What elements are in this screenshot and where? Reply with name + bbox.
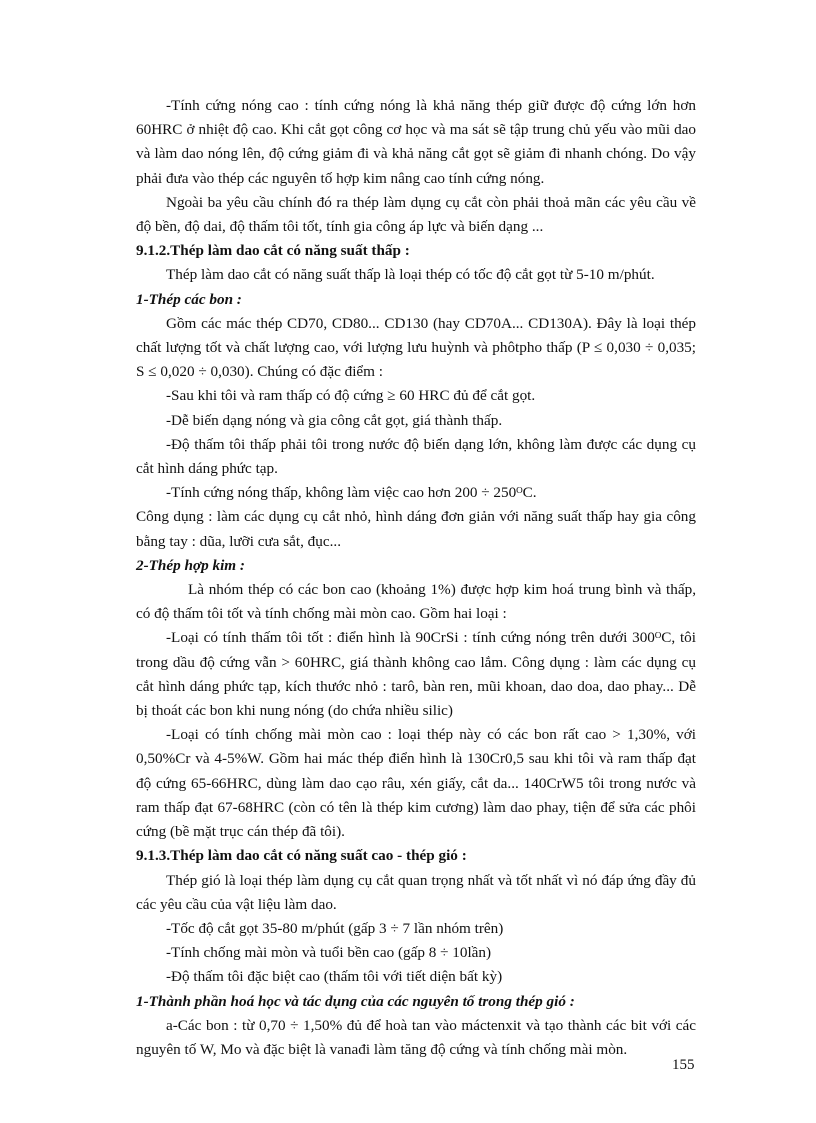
page-body (136, 94, 696, 1062)
section-heading-9-1-3: 9.1.3.Thép làm dao cắt có năng suất cao - thép gió : (136, 847, 467, 865)
subheading-carbon-steel: 1-Thép các bon : (136, 290, 242, 308)
paragraph-wear-resistant-type: -Loại có tính chống mài mòn cao : loại thép này có các bon rất cao > 1,30%, với 0,50%Cr và 4-5%W. Gồm hai mác thép điển hình là 130Cr0,5 sau khi tôi và ram thấp đạt độ cứng 65-66HRC, dùng làm dao cạo râu, xén giấy, cắt da... 140CrW5 tôi trong nước và ram thấp đạt 67-68HRC (còn có tên là thép kim cương) làm dao phay, tiện để sửa các phôi cứng (bề mặt trục cán thép đã tôi). (136, 726, 696, 841)
paragraph-good-hardenability-type: -Loại có tính thấm tôi tốt : điển hình là 90CrSi : tính cứng nóng trên dưới 300ᴼC, tôi trong dầu độ cứng vẫn > 60HRC, giá thành không cao lắm. Công dụng : làm các dụng cụ cắt hình dáng phức tạp, kích thước nhỏ : tarô, bàn ren, mũi khoan, dao doa, dao phay... Dễ bị thoát các bon khi nung nóng (do chứa nhiều silic) (136, 629, 696, 720)
paragraph-low-productivity-intro: Thép làm dao cắt có năng suất thấp là loại thép có tốc độ cắt gọt từ 5-10 m/phút. (166, 266, 655, 284)
list-item-cutting-speed: -Tốc độ cắt gọt 35-80 m/phút (gấp 3 ÷ 7 lần nhóm trên) (166, 919, 504, 937)
list-item-hardenability: -Độ thấm tôi thấp phải tôi trong nước độ biến dạng lớn, không làm được các dụng cụ cắt hình dáng phức tạp. (136, 435, 696, 478)
paragraph-high-speed-steel-intro: Thép gió là loại thép làm dụng cụ cắt quan trọng nhất và tốt nhất vì nó đáp ứng đầy đủ các yêu cầu của vật liệu làm dao. (136, 871, 696, 913)
list-item-wear-resistance: -Tính chống mài mòn và tuổi bền cao (gấp 8 ÷ 10lần) (166, 944, 492, 962)
paragraph-carbon-steel-uses: Công dụng : làm các dụng cụ cắt nhỏ, hình dáng đơn giản với năng suất thấp hay gia công bằng tay : dũa, lưỡi cưa sắt, đục... (136, 508, 696, 550)
paragraph-other-requirements: Ngoài ba yêu cầu chính đó ra thép làm dụng cụ cắt còn phải thoả mãn các yêu cầu về độ bền, độ dai, độ thấm tôi tốt, tính gia công áp lực và biến dạng ... (136, 193, 696, 236)
list-item-hot-hardness-low: -Tính cứng nóng thấp, không làm việc cao hơn 200 ÷ 250ᴼC. (166, 484, 537, 502)
subheading-alloy-steel: 2-Thép hợp kim : (136, 556, 245, 574)
page-number: 155 (672, 1057, 695, 1073)
section-heading-9-1-2: 9.1.2.Thép làm dao cắt có năng suất thấp : (136, 242, 410, 260)
list-item-hardness: -Sau khi tôi và ram thấp có độ cứng ≥ 60 HRC đủ để cắt gọt. (166, 387, 536, 405)
paragraph-carbon-content: a-Các bon : từ 0,70 ÷ 1,50% đủ để hoà tan vào máctenxit và tạo thành các bit với các nguyên tố W, Mo và đặc biệt là vanađi làm tăng độ cứng và tính chống mài mòn. (136, 1016, 696, 1058)
paragraph-carbon-steel-grades: Gồm các mác thép CD70, CD80... CD130 (hay CD70A... CD130A). Đây là loại thép chất lượng tốt và chất lượng cao, với lượng lưu huỳnh và phôtpho thấp (P ≤ 0,030 ÷ 0,035; S ≤ 0,020 ÷ 0,030). Chúng có đặc điểm : (136, 314, 696, 381)
paragraph-alloy-steel-intro: Là nhóm thép có các bon cao (khoảng 1%) được hợp kim hoá trung bình và thấp, có độ thấm tôi tốt và tính chống mài mòn cao. Gồm hai loại : (136, 581, 696, 623)
subheading-chemical-composition: 1-Thành phần hoá học và tác dụng của các nguyên tố trong thép gió : (136, 992, 575, 1010)
paragraph-hot-hardness: -Tính cứng nóng cao : tính cứng nóng là khả năng thép giữ được độ cứng lớn hơn 60HRC ở nhiệt độ cao. Khi cắt gọt công cơ học và ma sát sẽ tập trung chủ yếu vào mũi dao và làm dao nóng lên, độ cứng giảm đi và khả năng cắt gọt sẽ giảm đi nhanh chóng. Do vậy phải đưa vào thép các nguyên tố hợp kim nâng cao tính cứng nóng. (136, 97, 696, 187)
list-item-special-hardenability: -Độ thấm tôi đặc biệt cao (thấm tôi với tiết diện bất kỳ) (166, 968, 503, 986)
list-item-deformation: -Dễ biến dạng nóng và gia công cắt gọt, giá thành thấp. (166, 411, 503, 429)
